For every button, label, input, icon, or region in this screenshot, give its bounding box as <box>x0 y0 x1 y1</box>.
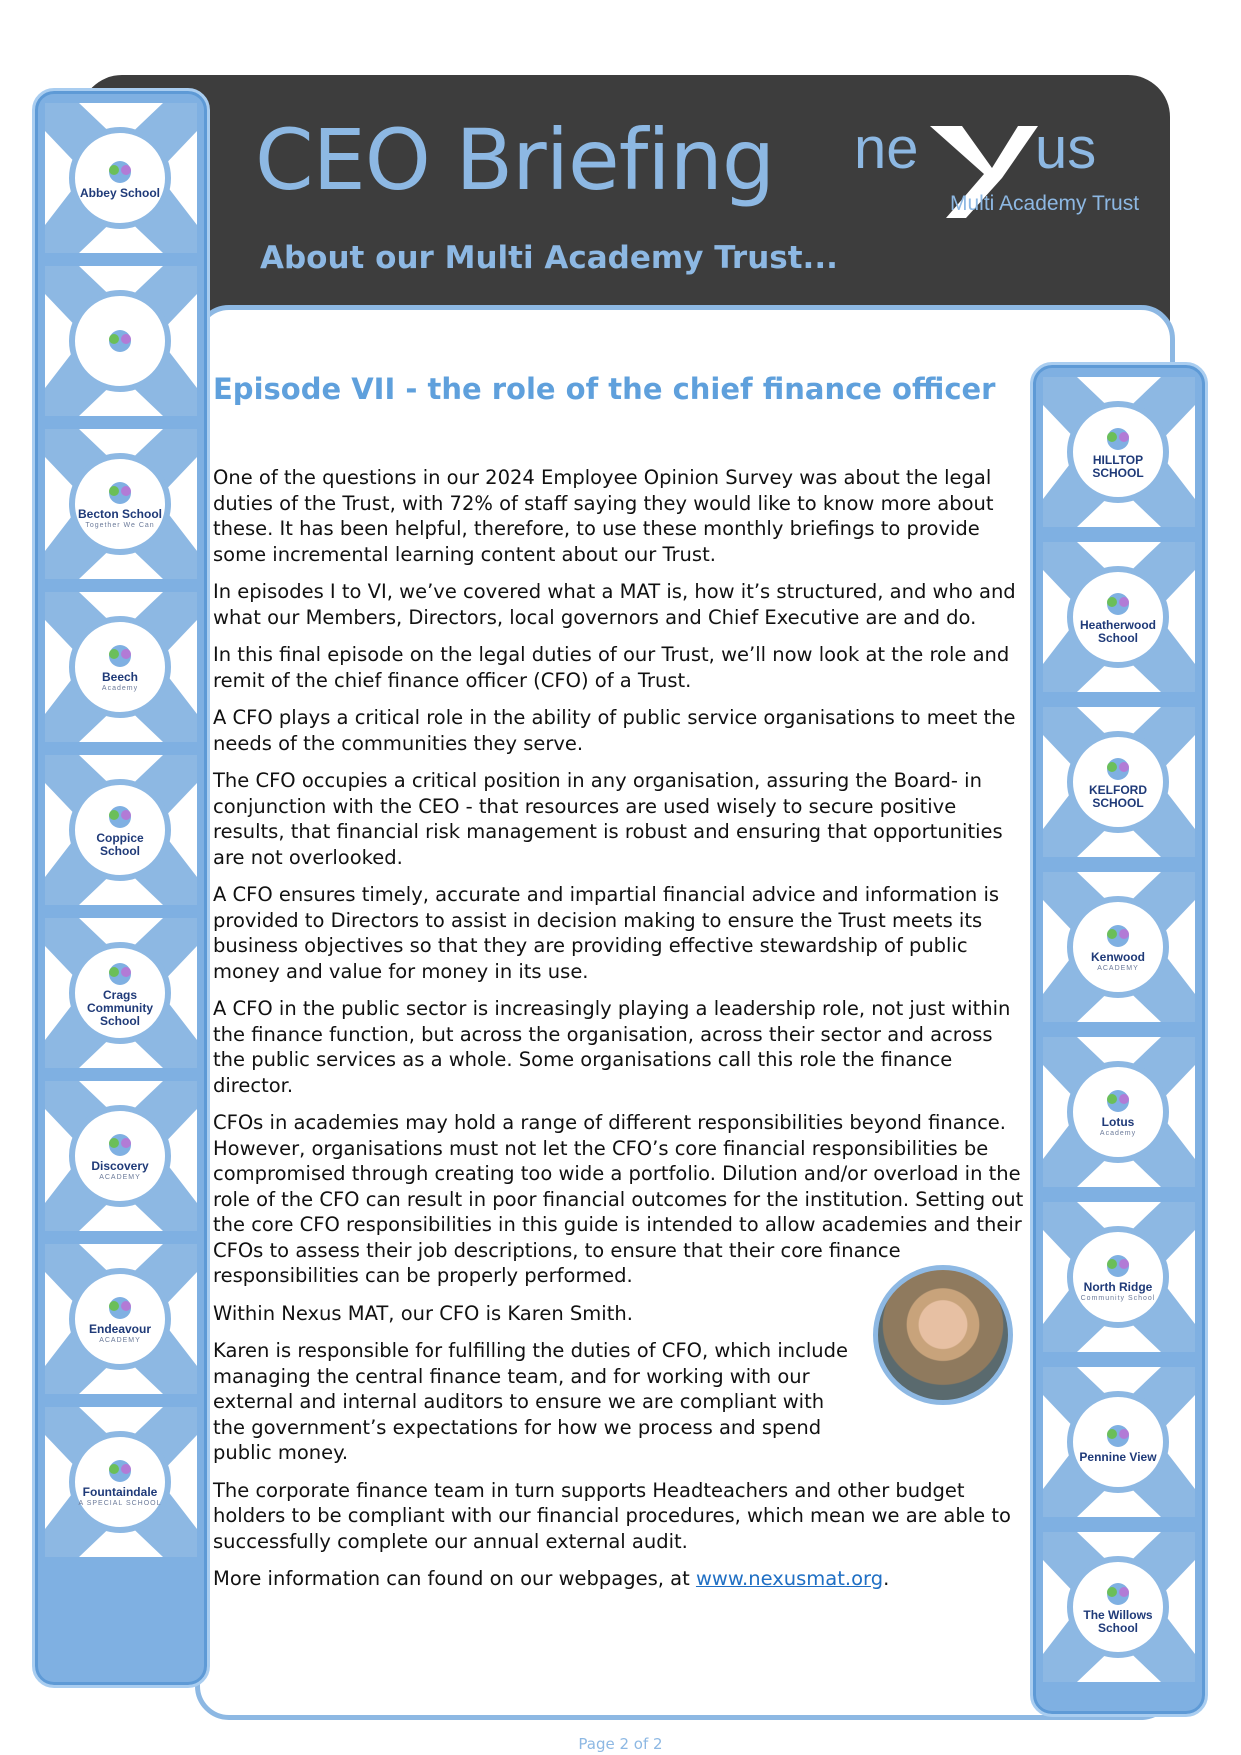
school-emblem-icon <box>100 1456 140 1486</box>
article-paragraph: A CFO ensures timely, accurate and impartial financial advice and information is provided to Directors to assist in decision making to ensure the Trust meets its business objectives so that they are providing effective stewardship of public money and value for money in its use. <box>213 883 1000 983</box>
school-emblem-icon <box>1098 1579 1138 1609</box>
school-name: Fountaindale <box>82 1485 158 1499</box>
school-column-right <box>1030 362 1208 1717</box>
school-logo-badge <box>69 127 171 229</box>
school-tile <box>1043 377 1195 527</box>
school-tile <box>45 1244 197 1394</box>
school-logo-badge <box>69 290 171 392</box>
school-logo-badge <box>1067 1061 1169 1163</box>
school-logo-badge <box>1067 1556 1169 1658</box>
school-subtitle: A SPECIAL SCHOOL <box>78 1500 162 1507</box>
school-tile <box>45 1081 197 1231</box>
school-logo-badge <box>1067 896 1169 998</box>
page-number: Page 2 of 2 <box>578 1735 663 1753</box>
school-tile <box>1043 1037 1195 1187</box>
school-tile <box>1043 1202 1195 1352</box>
school-subtitle: ACADEMY <box>99 1174 141 1181</box>
school-tile <box>45 266 197 416</box>
page-title: CEO Briefing <box>255 111 775 209</box>
article-paragraph: The corporate finance team in turn supports Headteachers and other budget holders to be compliant with our financial procedures, which mean we are able to successfully complete our annual external audit. <box>213 1478 1011 1553</box>
school-name: Coppice School <box>96 831 144 858</box>
school-name: Discovery <box>91 1159 149 1173</box>
school-logo-badge <box>1067 1226 1169 1328</box>
school-logo-badge <box>1067 401 1169 503</box>
school-subtitle: ACADEMY <box>1097 965 1139 972</box>
school-tile <box>1043 1367 1195 1517</box>
school-logo-badge <box>69 1268 171 1370</box>
logo-tagline: Multi Academy Trust <box>950 192 1140 215</box>
school-logo-badge <box>69 616 171 718</box>
school-logo-badge <box>69 779 171 881</box>
article-paragraph: In this final episode on the legal duties of our Trust, we’ll now look at the role and remit of the chief finance officer (CFO) of a Trust. <box>213 643 1010 692</box>
cfo-photo <box>873 1265 1013 1405</box>
school-emblem-icon <box>1098 1251 1138 1281</box>
closing-text: More information can found on our webpages, at <box>213 1567 696 1590</box>
school-tile <box>45 592 197 742</box>
school-name: Pennine View <box>1079 1449 1157 1464</box>
school-emblem-icon <box>1098 921 1138 951</box>
article-paragraph: In episodes I to VI, we’ve covered what a MAT is, how it’s structured, and who and what our Members, Directors, local governors and Chief Executive are and do. <box>213 580 1016 629</box>
school-emblem-icon <box>1098 589 1138 619</box>
school-tile <box>45 429 197 579</box>
school-emblem-icon <box>1098 1086 1138 1116</box>
website-link[interactable]: www.nexusmat.org <box>695 1567 884 1590</box>
school-name: Beech <box>101 670 139 684</box>
school-tile <box>45 103 197 253</box>
school-subtitle: Community School <box>1080 1295 1156 1302</box>
page-subtitle: About our Multi Academy Trust... <box>260 240 838 276</box>
article-paragraph: A CFO plays a critical role in the ability of public service organisations to meet the needs of the communities they serve. <box>213 706 1016 755</box>
logo-text-ne: ne <box>854 118 919 181</box>
school-logo-badge <box>69 1431 171 1533</box>
logo-text-us: us <box>1035 118 1097 181</box>
school-tile <box>1043 872 1195 1022</box>
school-emblem-icon <box>1098 754 1138 784</box>
school-subtitle: Academy <box>101 685 139 692</box>
school-name: Heatherwood School <box>1079 618 1156 645</box>
school-name: Kenwood <box>1091 950 1145 964</box>
school-tile <box>1043 1532 1195 1682</box>
school-column-left <box>32 88 210 1688</box>
school-logo-badge <box>69 1105 171 1207</box>
school-name: Becton School <box>77 507 162 521</box>
article-paragraph: Within Nexus MAT, our CFO is Karen Smith. <box>213 1301 633 1325</box>
school-name: Crags Community School <box>87 987 153 1028</box>
article-paragraph: CFOs in academies may hold a range of different responsibilities beyond finance. However, organisations must not let the CFO’s core financial responsibilities be compromised through creating too wide a portfolio. Dilution and/or overload in the role of the CFO can result in poor financial outcomes for the institution. Setting out the core CFO responsibilities in this guide is intended to allow academies and their CFOs to assess their job descriptions, to ensure that their core finance responsibilities can be properly performed. <box>213 1111 1024 1287</box>
school-emblem-icon <box>1098 1421 1138 1451</box>
article-paragraph: Karen is responsible for fulfilling the duties of CFO, which include managing the central finance team, and for working with our external and internal auditors to ensure we are compliant with the government’s expectations for how we process and spend public money. <box>213 1339 848 1464</box>
closing-suffix: . <box>883 1567 890 1590</box>
school-tile <box>45 755 197 905</box>
school-subtitle: Together We Can <box>85 522 155 529</box>
school-subtitle: ACADEMY <box>99 1337 141 1344</box>
article-closing <box>213 1566 1025 1592</box>
school-name: HILLTOP SCHOOL <box>1092 453 1144 480</box>
school-tile <box>45 1407 197 1557</box>
school-name: KELFORD SCHOOL <box>1089 783 1147 810</box>
school-emblem-icon <box>100 1293 140 1323</box>
school-name: Endeavour <box>88 1322 151 1336</box>
school-logo-badge <box>69 453 171 555</box>
school-emblem-icon <box>100 478 140 508</box>
school-logo-badge <box>69 942 171 1044</box>
school-tile <box>1043 542 1195 692</box>
school-emblem-icon <box>100 802 140 832</box>
article-heading: Episode VII - the role of the chief finance officer <box>213 372 996 406</box>
article-body <box>213 465 1025 1604</box>
school-emblem-icon <box>100 326 140 356</box>
article-paragraph: A CFO in the public sector is increasingly playing a leadership role, not just within the finance function, but across the organisation, across their sector and across the public services as a whole. Some organisations call this role the finance director. <box>213 997 1011 1097</box>
school-name: The Willows School <box>1083 1608 1153 1635</box>
school-name: Abbey School <box>79 185 160 200</box>
article-paragraph: One of the questions in our 2024 Employee Opinion Survey was about the legal duties of the Trust, with 72% of staff saying they would like to know more about these. It has been helpful, therefore, to use these monthly briefings to provide some incremental learning content about our Trust. <box>213 466 994 566</box>
school-emblem-icon <box>1098 424 1138 454</box>
school-emblem-icon <box>100 1130 140 1160</box>
school-logo-badge <box>1067 1391 1169 1493</box>
school-logo-badge <box>1067 731 1169 833</box>
school-name: Lotus <box>1101 1115 1135 1129</box>
school-tile <box>1043 707 1195 857</box>
school-tile <box>45 918 197 1068</box>
school-emblem-icon <box>100 959 140 989</box>
article-paragraph: The CFO occupies a critical position in any organisation, assuring the Board- in conjunction with the CEO - that resources are used wisely to secure positive results, that financial risk management is robust and ensuring that opportunities are not overlooked. <box>213 769 1003 869</box>
school-subtitle: Academy <box>1099 1130 1137 1137</box>
school-emblem-icon <box>100 157 140 187</box>
school-logo-badge <box>1067 566 1169 668</box>
school-emblem-icon <box>100 641 140 671</box>
school-name: North Ridge <box>1083 1280 1153 1294</box>
